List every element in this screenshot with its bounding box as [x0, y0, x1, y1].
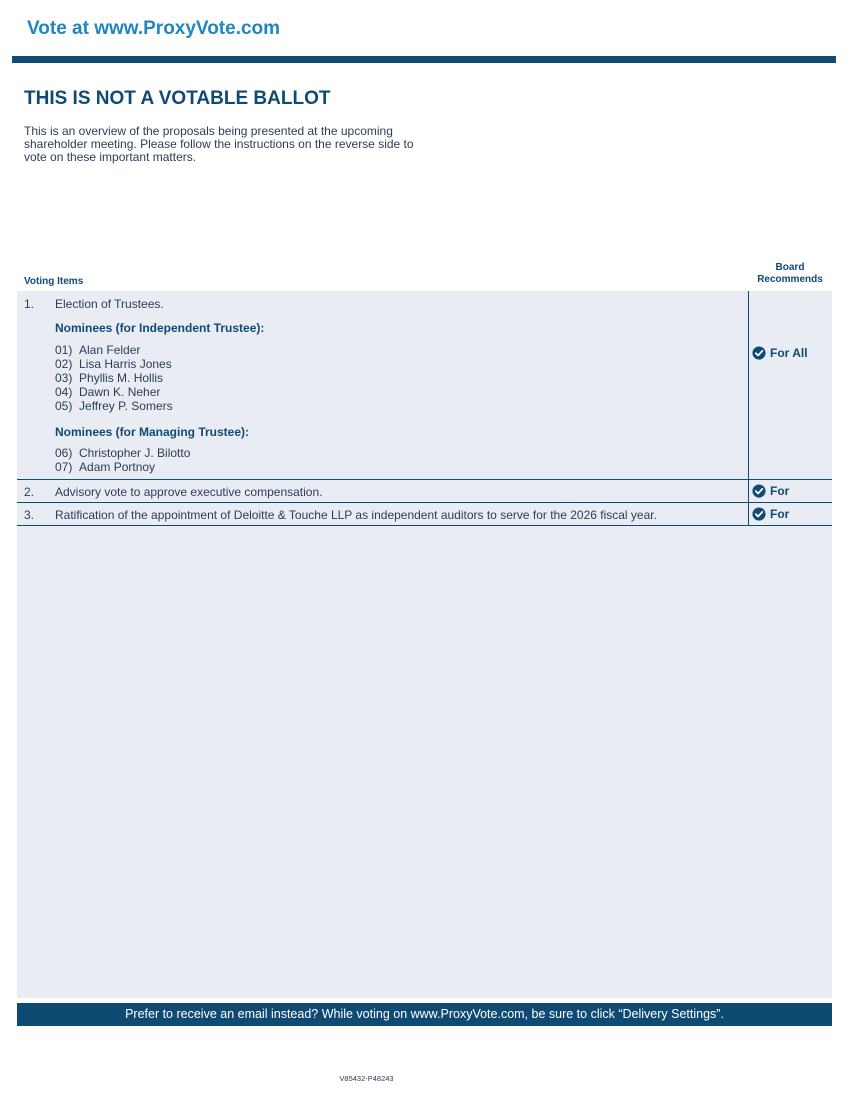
- item-text: Advisory vote to approve executive compensation.: [55, 485, 323, 499]
- nominee: [55, 447, 190, 460]
- recommendation-label: For: [770, 484, 790, 498]
- check-circle-icon: [752, 484, 766, 498]
- nominee-name: Lisa Harris Jones: [79, 357, 172, 371]
- board-recommends-header: [748, 262, 832, 286]
- row-divider: [17, 525, 832, 526]
- header-divider: [12, 56, 836, 63]
- recommendation-label: For All: [770, 346, 808, 360]
- nominee: [55, 400, 173, 413]
- ballot-heading: THIS IS NOT A VOTABLE BALLOT: [24, 88, 331, 109]
- item-number: 2.: [24, 485, 35, 499]
- nominee-name: Christopher J. Bilotto: [79, 446, 191, 460]
- row-divider: [17, 479, 832, 480]
- nominee-name: Alan Felder: [79, 343, 141, 357]
- recommendation-column-divider: [748, 291, 749, 525]
- recommendation-label: For: [770, 507, 790, 521]
- nominee-name: Phyllis M. Hollis: [79, 371, 164, 385]
- nominee: [55, 358, 172, 371]
- nominee-id: 06): [55, 446, 73, 460]
- nominee: [55, 372, 163, 385]
- nominee-id: 01): [55, 343, 73, 357]
- recommendation-for: [752, 484, 789, 498]
- nominee-group-title: Nominees (for Managing Trustee):: [55, 425, 250, 439]
- board-header-line1: Board: [775, 262, 805, 273]
- recommendation-for-all: [752, 346, 808, 360]
- nominee-group-title: Nominees (for Independent Trustee):: [55, 321, 265, 335]
- nominee: [55, 461, 155, 474]
- nominee-id: 04): [55, 385, 73, 399]
- recommendation-for: [752, 507, 789, 521]
- nominee: [55, 344, 140, 357]
- board-header-line2: Recommends: [757, 274, 823, 285]
- row-divider: [17, 502, 832, 503]
- nominee: [55, 386, 160, 399]
- item-number: 1.: [24, 297, 35, 311]
- item-text: Ratification of the appointment of Deloitte & Touche LLP as independent auditors to serve for the 2026 fiscal year.: [55, 508, 657, 522]
- nominee-name: Dawn K. Neher: [79, 385, 161, 399]
- nominee-name: Adam Portnoy: [79, 460, 156, 474]
- voting-items-header: Voting Items: [24, 276, 84, 287]
- check-circle-icon: [752, 507, 766, 521]
- nominee-name: Jeffrey P. Somers: [79, 399, 173, 413]
- nominee-id: 02): [55, 357, 73, 371]
- email-delivery-banner: Prefer to receive an email instead? While voting on www.ProxyVote.com, be sure to click “Delivery Settings”.: [17, 1003, 832, 1026]
- item-text: Election of Trustees.: [55, 297, 164, 311]
- check-circle-icon: [752, 346, 766, 360]
- item-number: 3.: [24, 508, 35, 522]
- proxyvote-title: Vote at www.ProxyVote.com: [27, 18, 281, 39]
- nominee-id: 03): [55, 371, 73, 385]
- nominee-id: 05): [55, 399, 73, 413]
- intro-text: This is an overview of the proposals being presented at the upcoming shareholder meeting. Please follow the instructions on the reverse side to vote on these important matters.: [24, 124, 414, 164]
- document-code: V85432-P48243: [339, 1074, 394, 1083]
- nominee-id: 07): [55, 460, 73, 474]
